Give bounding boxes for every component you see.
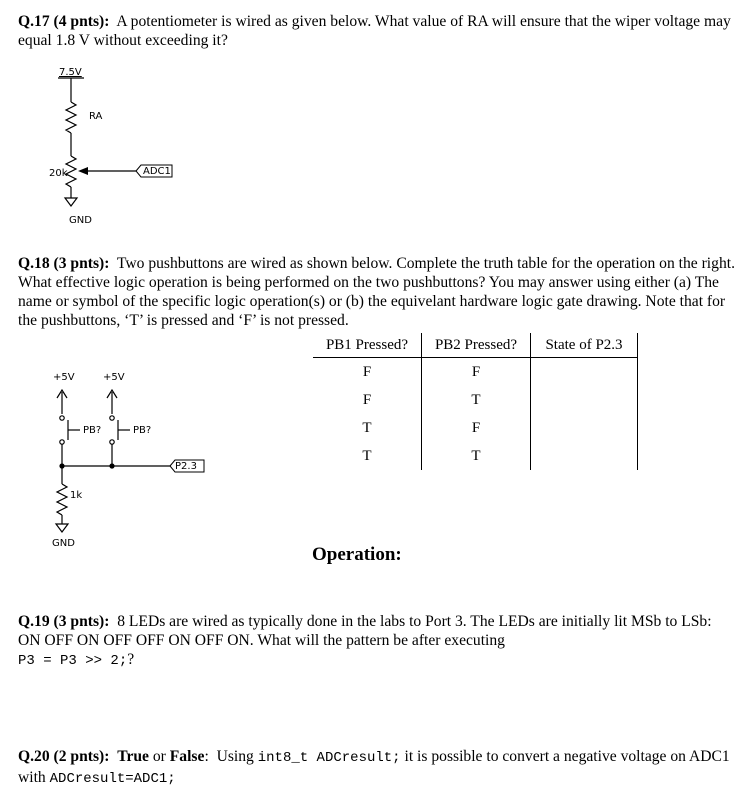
table-cell-answer[interactable]: [531, 414, 638, 442]
truth-table-header-row: [313, 333, 638, 358]
table-cell-pb2: T: [422, 386, 531, 414]
q19-paragraph: [18, 612, 736, 671]
q18-truth-table: [313, 333, 638, 470]
q17-supply-label: 7.5V: [59, 67, 82, 78]
table-row: [313, 358, 638, 387]
q18-pb2-contact-top: [110, 416, 114, 420]
q17-heading: Q.17 (4 pnts):: [18, 13, 110, 30]
q20-paragraph: [18, 747, 736, 789]
q17-wiper-arrow: [78, 167, 88, 175]
q20-false-word: False: [169, 748, 205, 765]
q17-paragraph: [18, 12, 736, 50]
q18-pb2-label: PB?: [133, 425, 152, 436]
table-cell-pb1: F: [313, 386, 422, 414]
truth-table-header-p23: State of P2.3: [531, 333, 638, 358]
q20-heading: Q.20 (2 pnts):: [18, 748, 110, 765]
table-cell-pb1: T: [313, 414, 422, 442]
q18-pb1-contact-bottom: [60, 440, 64, 444]
q18-pb1-label: PB?: [83, 425, 102, 436]
q17-schematic: [40, 60, 200, 230]
q18-resistor-label: 1k: [70, 490, 83, 501]
table-cell-pb2: T: [422, 442, 531, 470]
q17-gnd-label: GND: [69, 215, 92, 226]
operation-label: Operation:: [312, 544, 402, 565]
q18-heading: Q.18 (3 pnts):: [18, 255, 110, 272]
q19-code: P3 = P3 >> 2;: [18, 653, 128, 669]
q18-ground-symbol: [56, 524, 68, 532]
q20-middle-text: it is possible to convert a negative voltage on ADC1 with: [18, 748, 730, 786]
q20-true-word: True: [117, 748, 149, 765]
table-cell-answer[interactable]: [531, 358, 638, 387]
table-cell-pb1: F: [313, 358, 422, 387]
table-cell-answer[interactable]: [531, 442, 638, 470]
q17-ra-label: RA: [89, 111, 103, 122]
table-cell-pb2: F: [422, 414, 531, 442]
q18-text: Two pushbuttons are wired as shown below. Complete the truth table for the operation on the right. What effective logic operation is being performed on the two pushbuttons? You may answer using either (a) The name or symbol of the specific logic operation(s) or (b) the equivelant hardware logic gate drawing. Note that for the pushbuttons, ‘T’ is pressed and ‘F’ is not pressed.: [18, 255, 735, 329]
q17-ground-symbol: [65, 198, 77, 206]
q19-heading: Q.19 (3 pnts):: [18, 613, 110, 630]
q20-code-assignment: ADCresult=ADC1;: [49, 771, 176, 787]
truth-table-header-pb1: PB1 Pressed?: [313, 333, 422, 358]
q17-pot-label: 20k: [49, 168, 68, 179]
q18-gnd-label: GND: [52, 538, 75, 549]
q18-supply2-label: +5V: [103, 372, 125, 383]
table-row: [313, 386, 638, 414]
table-cell-pb2: F: [422, 358, 531, 387]
table-row: [313, 414, 638, 442]
q17-net-label: ADC1: [143, 166, 171, 177]
q18-pb1-contact-top: [60, 416, 64, 420]
q18-junction-left: [59, 463, 64, 468]
q19-text: 8 LEDs are wired as typically done in the labs to Port 3. The LEDs are initially lit MSb to LSb: ON OFF ON OFF OFF ON OFF ON. What will the pattern be after executing: [18, 613, 712, 649]
truth-table-header-pb2: PB2 Pressed?: [422, 333, 531, 358]
q18-net-label: P2.3: [175, 461, 197, 472]
q19-suffix: ?: [127, 651, 135, 668]
q20-colon: :: [204, 748, 209, 765]
q20-or-word: or: [152, 748, 166, 765]
q18-junction-right: [109, 463, 114, 468]
q18-pb2-contact-bottom: [110, 440, 114, 444]
table-row: [313, 442, 638, 470]
q18-supply1-label: +5V: [53, 372, 75, 383]
q20-using-word: Using: [216, 748, 254, 765]
q18-resistor: [57, 484, 67, 515]
q20-code-declaration: int8_t ADCresult;: [257, 750, 401, 766]
q17-resistor-ra: [66, 102, 76, 133]
q18-paragraph: [18, 254, 736, 330]
q17-text: A potentiometer is wired as given below. What value of RA will ensure that the wiper voltage may equal 1.8 V without exceeding it?: [18, 13, 731, 49]
table-cell-answer[interactable]: [531, 386, 638, 414]
table-cell-pb1: T: [313, 442, 422, 470]
